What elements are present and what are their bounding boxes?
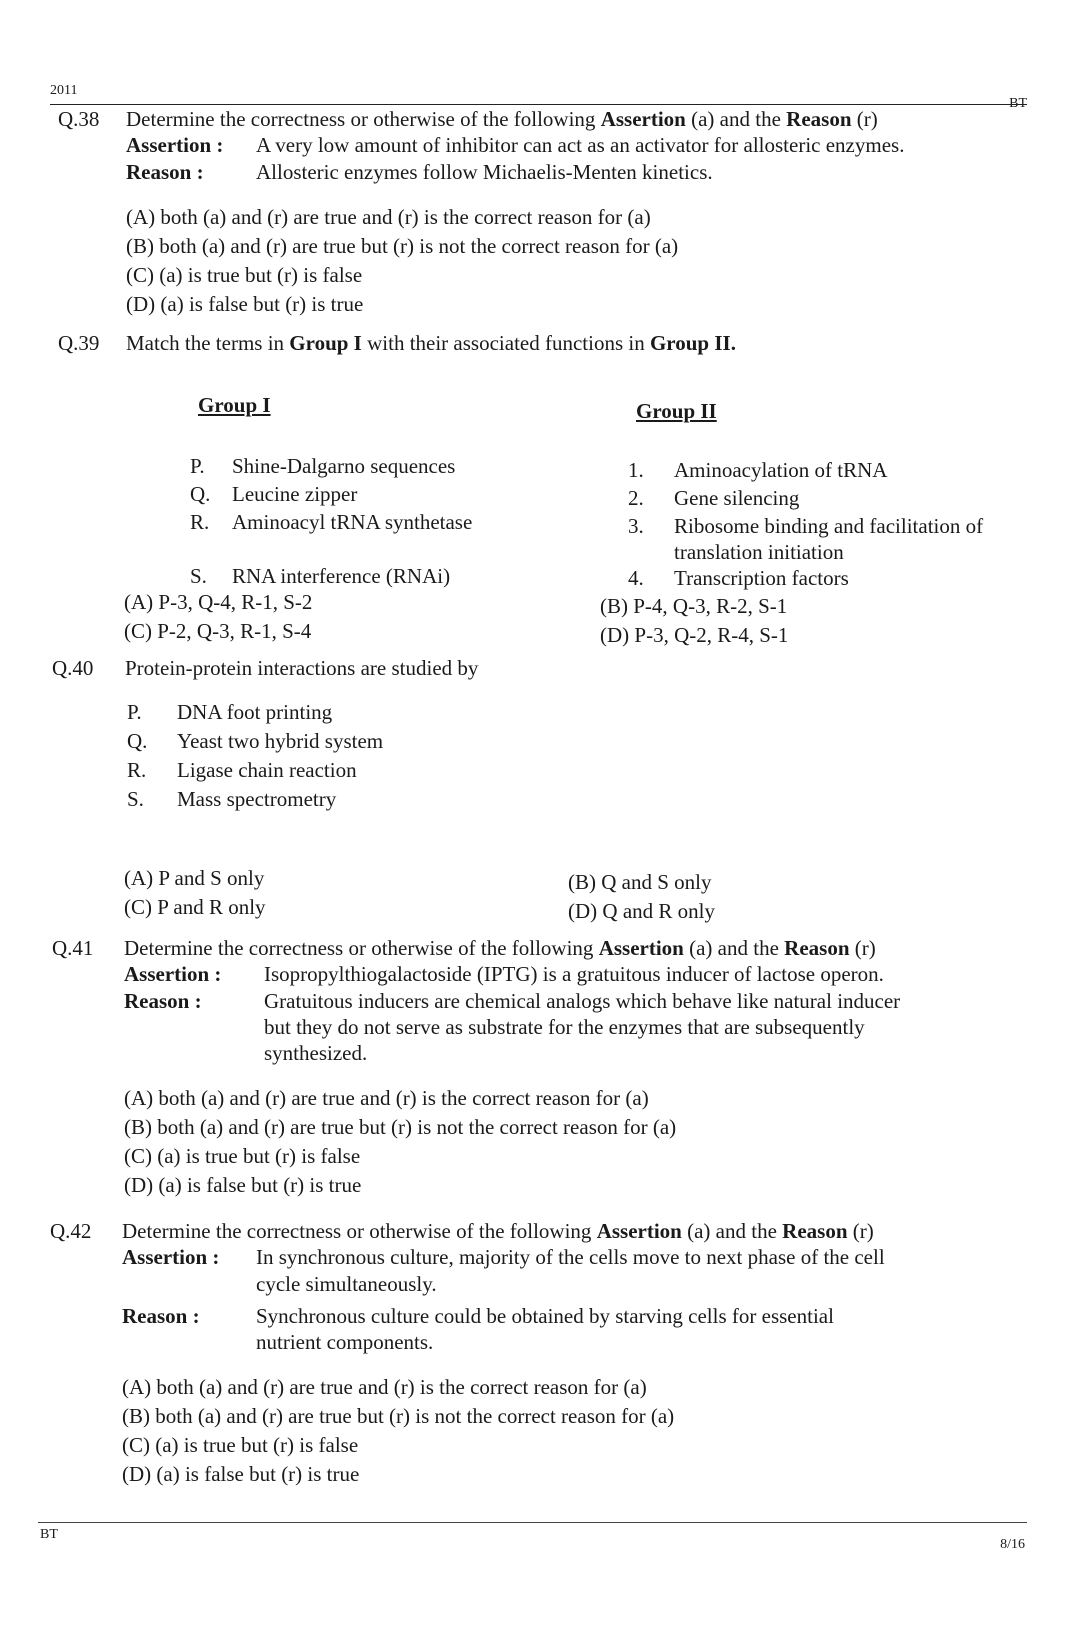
- option-b[interactable]: (B) Q and S only: [568, 870, 712, 894]
- question-stem: Match the terms in Group I with their associated functions in Group II.: [126, 331, 736, 355]
- group-2-item: 1. Aminoacylation of tRNA: [628, 458, 888, 482]
- option-a[interactable]: (A) P and S only: [124, 866, 265, 890]
- option-d[interactable]: (D) P-3, Q-2, R-4, S-1: [600, 623, 789, 647]
- option-b[interactable]: (B) both (a) and (r) are true but (r) is not the correct reason for (a): [122, 1404, 675, 1429]
- option-c[interactable]: (C) (a) is true but (r) is false: [126, 262, 363, 287]
- q40-options-left: [124, 864, 266, 922]
- q40-options-right: [568, 868, 715, 926]
- option-a[interactable]: (A) both (a) and (r) are true and (r) is the correct reason for (a): [126, 204, 651, 229]
- assertion: Assertion : Isopropylthiogalactoside (IPTG) is a gratuitous inducer of lactose operon.: [124, 962, 884, 987]
- question-42: [50, 1218, 1045, 1489]
- list-item: P. DNA foot printing: [127, 700, 333, 724]
- reason-cont: but they do not serve as substrate for the enzymes that are subsequently: [264, 1014, 865, 1039]
- header-year: 2011: [50, 83, 78, 98]
- group-2-list: [628, 456, 983, 592]
- group-1-item: S. RNA interference (RNAi): [190, 564, 451, 588]
- options-list: [124, 1084, 1045, 1200]
- option-a[interactable]: (A) both (a) and (r) are true and (r) is the correct reason for (a): [122, 1375, 647, 1400]
- question-stem: Determine the correctness or otherwise of the following Assertion (a) and the Reason (r): [126, 107, 878, 131]
- option-b[interactable]: (B) P-4, Q-3, R-2, S-1: [600, 594, 788, 618]
- question-number: Q.41: [52, 936, 94, 960]
- group-1-list: [190, 452, 472, 590]
- option-d[interactable]: (D) (a) is false but (r) is true: [122, 1462, 360, 1487]
- option-d[interactable]: (D) (a) is false but (r) is true: [126, 291, 364, 316]
- option-a[interactable]: (A) P-3, Q-4, R-1, S-2: [124, 590, 313, 614]
- option-a[interactable]: (A) both (a) and (r) are true and (r) is the correct reason for (a): [124, 1086, 649, 1111]
- question-number: Q.40: [52, 656, 94, 680]
- list-item: R. Ligase chain reaction: [127, 758, 357, 782]
- option-b[interactable]: (B) both (a) and (r) are true but (r) is not the correct reason for (a): [124, 1115, 677, 1140]
- header-paper-code: BT: [1009, 96, 1027, 111]
- option-c[interactable]: (C) (a) is true but (r) is false: [122, 1433, 359, 1458]
- footer-rule: [38, 1522, 1027, 1523]
- q39-options-left: [124, 588, 312, 646]
- group-2-item: 2. Gene silencing: [628, 486, 800, 510]
- group-2-item: 3. Ribosome binding and facilitation of: [628, 514, 984, 538]
- assertion: Assertion : In synchronous culture, majority of the cells move to next phase of the cell: [122, 1245, 885, 1270]
- question-stem: Determine the correctness or otherwise of the following Assertion (a) and the Reason (r): [124, 936, 876, 960]
- option-c[interactable]: (C) P and R only: [124, 895, 266, 919]
- option-c[interactable]: (C) (a) is true but (r) is false: [124, 1144, 361, 1169]
- question-39: [58, 330, 1045, 356]
- options-list: [122, 1373, 1045, 1489]
- group-2-title: Group II: [636, 399, 717, 423]
- option-d[interactable]: (D) Q and R only: [568, 899, 715, 923]
- option-d[interactable]: (D) (a) is false but (r) is true: [124, 1173, 362, 1198]
- option-c[interactable]: (C) P-2, Q-3, R-1, S-4: [124, 619, 312, 643]
- assertion-cont: cycle simultaneously.: [256, 1271, 437, 1296]
- question-stem: Determine the correctness or otherwise of the following Assertion (a) and the Reason (r): [122, 1219, 874, 1243]
- q39-options-right: [600, 592, 788, 650]
- question-38: [58, 106, 1045, 319]
- list-item: Q. Yeast two hybrid system: [127, 729, 384, 753]
- reason: Reason : Allosteric enzymes follow Michaelis-Menten kinetics.: [126, 159, 713, 184]
- question-number: Q.42: [50, 1219, 92, 1243]
- group-1-item: P. Shine-Dalgarno sequences: [190, 454, 456, 478]
- page-number: 8/16: [1000, 1537, 1025, 1552]
- assertion: Assertion : A very low amount of inhibitor can act as an activator for allosteric enzymes.: [126, 133, 905, 158]
- option-b[interactable]: (B) both (a) and (r) are true but (r) is not the correct reason for (a): [126, 233, 679, 258]
- q40-items: [127, 698, 383, 814]
- question-stem: Protein-protein interactions are studied by: [125, 656, 479, 680]
- group-2-item: 4. Transcription factors: [628, 566, 849, 590]
- question-number: Q.38: [58, 107, 100, 131]
- question-40: [52, 655, 1045, 681]
- header-rule: [50, 104, 1027, 105]
- reason-cont: nutrient components.: [256, 1330, 434, 1354]
- reason: Reason : Synchronous culture could be obtained by starving cells for essential: [122, 1303, 834, 1328]
- group-2-item-cont: translation initiation: [674, 540, 844, 564]
- options-list: [126, 203, 1045, 319]
- group-1-item: R. Aminoacyl tRNA synthetase: [190, 510, 473, 534]
- question-number: Q.39: [58, 331, 100, 355]
- question-41: [52, 935, 1045, 1200]
- reason-cont: synthesized.: [264, 1041, 368, 1065]
- group-1-item: Q. Leucine zipper: [190, 482, 358, 506]
- reason: Reason : Gratuitous inducers are chemical analogs which behave like natural inducer: [124, 988, 901, 1013]
- group-1-title: Group I: [198, 393, 271, 417]
- list-item: S. Mass spectrometry: [127, 787, 337, 811]
- footer-paper-code: BT: [40, 1527, 58, 1542]
